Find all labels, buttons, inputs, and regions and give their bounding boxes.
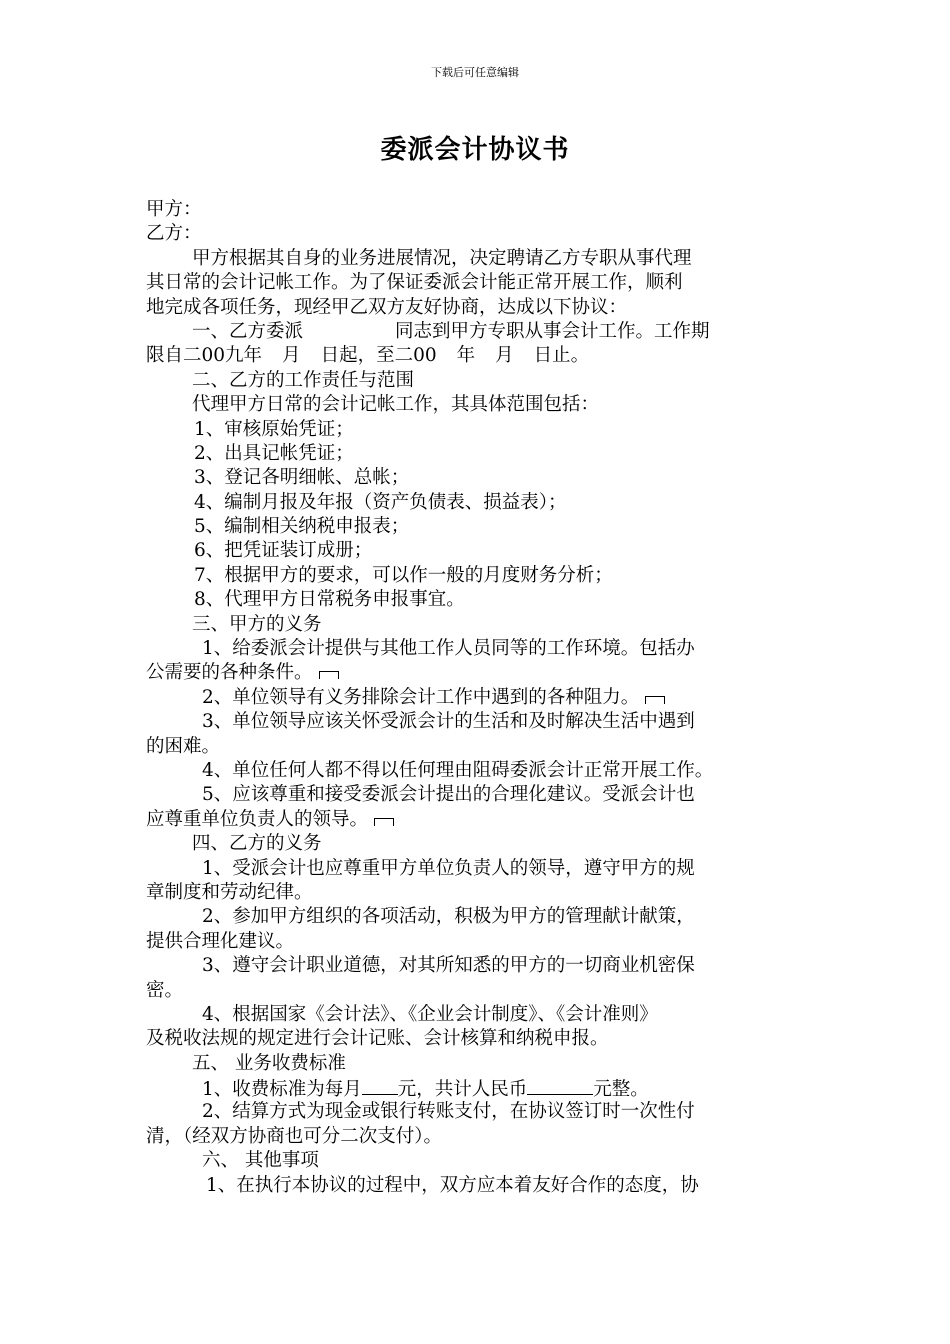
list-item-continued: 公需要的各种条件。: [146, 661, 806, 685]
list-item: 4、根据国家《会计法》、《企业会计制度》、《会计准则》: [202, 1003, 658, 1025]
section-4-title: 四、乙方的义务: [192, 833, 322, 855]
list-item: 1、审核原始凭证；: [194, 418, 354, 440]
section-1-line: [146, 320, 806, 344]
list-item-continued: 密。: [146, 979, 184, 1001]
term-end-month: 月: [495, 345, 514, 367]
party-a-line: 甲方：: [146, 199, 202, 220]
intro-line: 地完成各项任务，现经甲乙双方友好协商，达成以下协议：: [146, 296, 628, 318]
list-item: 4、编制月报及年报（资产负债表、损益表）；: [194, 491, 567, 513]
section-3-title: 三、甲方的义务: [192, 613, 322, 635]
list-item: 5、编制相关纳税申报表；: [194, 516, 410, 538]
party-b-line: 乙方：: [146, 223, 202, 245]
list-item-continued: 的困难。: [146, 735, 221, 757]
term-start-text: 限自二00九年: [146, 345, 263, 367]
list-item-continued: 清，（经双方协商也可分二次支付）。: [146, 1125, 443, 1147]
list-item: 6、把凭证装订成册；: [194, 540, 373, 562]
document-title: 委派会计协议书: [380, 135, 570, 165]
revision-mark-icon: [374, 818, 394, 826]
list-item: 5、应该尊重和接受委派会计提出的合理化建议。受派会计也: [202, 784, 695, 806]
list-item: 1、在执行本协议的过程中，双方应本着友好合作的态度，协: [206, 1174, 699, 1196]
term-end-year: 年: [456, 345, 476, 367]
list-item: 4、单位任何人都不得以任何理由阻碍委派会计正常开展工作。: [202, 759, 714, 781]
revision-mark-icon: [645, 696, 665, 704]
section-1-line: [146, 344, 806, 368]
section-5-title: 五、 业务收费标准: [192, 1052, 346, 1074]
list-item: 2、单位领导有义务排除会计工作中遇到的各种阻力。: [146, 686, 806, 710]
document-body: [146, 198, 806, 1198]
list-item: 3、遵守会计职业道德，对其所知悉的甲方的一切商业机密保: [202, 955, 695, 977]
list-item: 3、单位领导应该关怀受派会计的生活和及时解决生活中遇到: [202, 711, 695, 733]
term-start-day: 日起，至二00: [320, 345, 437, 367]
term-end-day: 日止。: [533, 345, 590, 367]
revision-mark-icon: [319, 671, 339, 679]
list-item: 7、根据甲方的要求，可以作一般的月度财务分析；: [194, 564, 613, 586]
list-item: 2、结算方式为现金或银行转账支付，在协议签订时一次性付: [202, 1101, 695, 1123]
intro-line: 其日常的会计记帐工作。为了保证委派会计能正常开展工作，顺利: [146, 272, 683, 294]
monthly-fee-blank: [362, 1076, 398, 1095]
list-item: 8、代理甲方日常税务申报事宜。: [194, 589, 465, 611]
list-item: 1、收费标准为每月 元，共计人民币 元整。: [146, 1076, 806, 1100]
list-item: 1、给委派会计提供与其他工作人员同等的工作环境。包括办: [202, 638, 695, 660]
total-fee-blank: [527, 1076, 593, 1095]
header-note: 下载后可任意编辑: [431, 66, 519, 79]
list-item: 3、登记各明细帐、总帐；: [194, 467, 410, 489]
section-6-title: 六、 其他事项: [202, 1150, 319, 1172]
section-2-title: 二、乙方的工作责任与范围: [192, 369, 415, 391]
list-item: 2、参加甲方组织的各项活动，积极为甲方的管理献计献策，: [202, 906, 695, 928]
list-item-continued: 应尊重单位负责人的领导。: [146, 808, 806, 832]
list-item: 1、受派会计也应尊重甲方单位负责人的领导，遵守甲方的规: [202, 857, 695, 879]
list-item-continued: 章制度和劳动纪律。: [146, 881, 313, 903]
term-start-month: 月: [282, 345, 301, 367]
section-1-text: 同志到甲方专职从事会计工作。工作期: [395, 320, 710, 342]
list-item-continued: 及税收法规的规定进行会计记账、会计核算和纳税申报。: [146, 1028, 609, 1050]
section-1-text: 一、乙方委派: [192, 320, 304, 342]
intro-line: 甲方根据其自身的业务进展情况，决定聘请乙方专职从事代理: [192, 247, 692, 269]
list-item-continued: 提供合理化建议。: [146, 930, 295, 952]
section-2-intro: 代理甲方日常的会计记帐工作，其具体范围包括：: [192, 394, 600, 416]
list-item: 2、出具记帐凭证；: [194, 442, 354, 464]
